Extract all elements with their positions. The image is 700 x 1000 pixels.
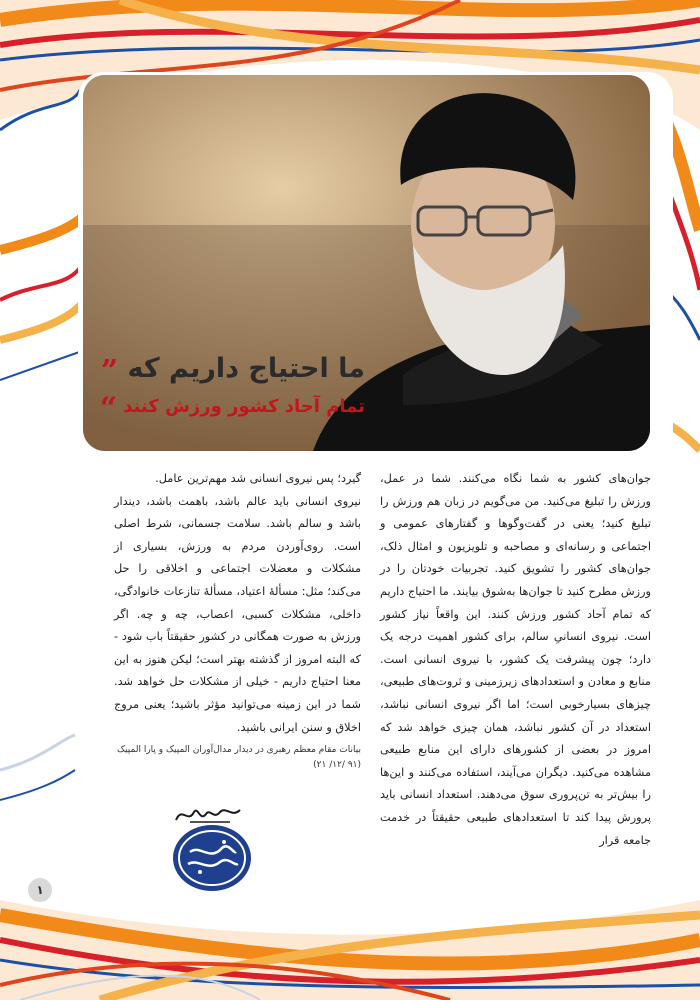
official-seal-icon bbox=[170, 822, 254, 894]
article-column-left bbox=[114, 468, 361, 773]
paragraph: نیروی انسانی باید عالم باشد، باهمت باشد، دیندار باشد و سالم باشد. سلامت جسمانی، شرط اصلی است. روی‌آوردن مردم به ورزش، بسیاری از مشکلات و معضلات اجتماعی و اخلاقی را حل می‌کند؛ مثل: مسألهٔ اعتیاد، مسألهٔ تنازعات خانوادگی، داخلی، مشکلات کسبی، اعصاب، چه و چه. اگر ورزش به صورت همگانی در کشور حقیقتاً باب شود - که البته امروز از گذشته بهتر است؛ لیکن هنوز به این معنا احتیاج داریم - خیلی از مشکلات حل خواهد شد. شما در این زمینه می‌توانید مؤثر باشید؛ یعنی مروج اخلاق و سنن ایرانی باشید. bbox=[114, 494, 361, 734]
source-line-1: بیانات مقام معظم رهبری در دیدار مدال‌آوران المپیک و پارا المپیک bbox=[117, 745, 361, 756]
source-citation bbox=[114, 743, 361, 773]
open-quote-mark: ” bbox=[100, 354, 119, 389]
article-column-right bbox=[380, 468, 651, 852]
close-quote-mark: “ bbox=[99, 391, 117, 426]
paragraph: جوان‌های کشور به شما نگاه می‌کنند. شما در عمل، ورزش را تبلیغ می‌کنید. من می‌گویم در زبان هم ورزش را تبلیغ کنید؛ یعنی در گفت‌وگوها و گفتارهای عمومی و اجتماعی و رسانه‌ای و مصاحبه و تلویزیون و امثال ذلک، جوان‌های کشور را تشویق کنید. تجربیات خودتان را در ورزش مطرح کنید تا جوان‌ها به‌شوق بیایند. ما احتیاج داریم که تمام آحاد کشور ورزش کنند. این واقعاً نیاز کشور است. نیروی انسانیِ سالم، برای کشور اهمیت درجه یک دارد؛ چون پیشرفت یک کشور، با نیروی انسانی است. منابع و معادن و استعدادهای زیرزمینی و ثروت‌های طبیعی، چیزهای بسیارخوبی است؛ اما اگر نیروی انسانی نباشد، استعداد در آن کشور نباشد، همان چیزی خواهد شد که امروز در بعضی از کشورهای دارای این منابع طبیعی مشاهده می‌کنید. دیگران می‌آیند، استفاده می‌کنند و این‌ها را بیش‌تر به تن‌پروری سوق می‌دهند. استعداد انسانی باید پرورش پیدا کند تا استعدادهای طبیعی حقیقتاً در خدمت جامعه قرار bbox=[380, 472, 651, 847]
hero-banner bbox=[83, 75, 650, 451]
paragraph: گیرد؛ پس نیروی انسانی شد مهم‌ترین عامل. bbox=[155, 472, 361, 485]
quote-line-2: تمام آحاد کشور ورزش کنند bbox=[123, 396, 365, 417]
quote-line-1: ما احتیاج داریم که bbox=[127, 353, 365, 384]
page-number: ۱ bbox=[28, 878, 52, 902]
source-line-2: (۹۱ /۱۲/ ۲۱) bbox=[313, 760, 361, 771]
hero-quote bbox=[99, 351, 365, 426]
